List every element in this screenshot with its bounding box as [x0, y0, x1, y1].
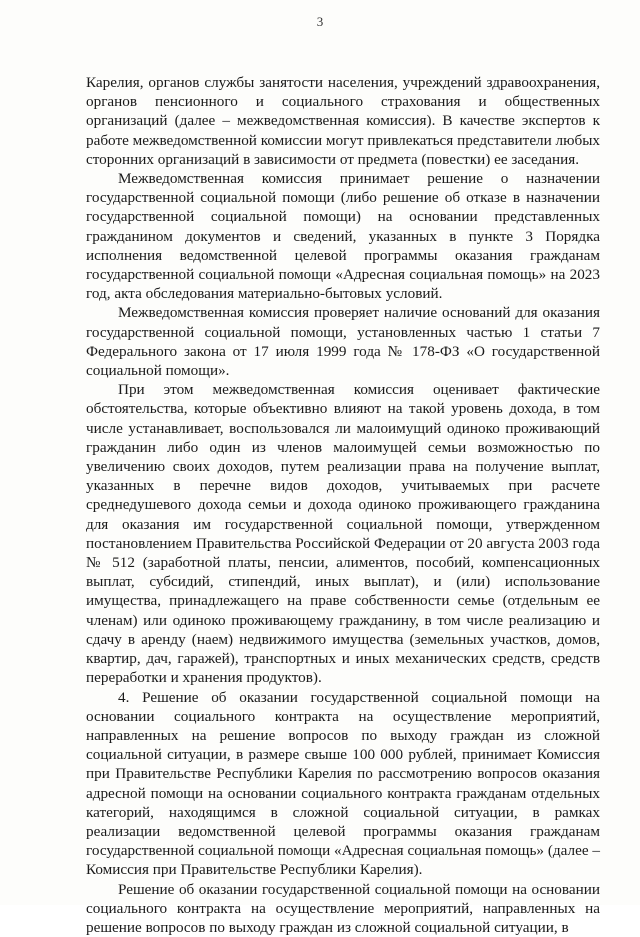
paragraph: Межведомственная комиссия принимает решение о назначении государственной социальной помощи (либо решение об отказе в назначении государственной социальной помощи) на основании представленных гражданином документов и сведений, указанных в пункте 3 Порядка исполнения ведомственной целевой программы оказания гражданам государственной социальной помощи «Адресная социальная помощь» на 2023 год, акта обследования материально-бытовых условий.	[86, 170, 600, 303]
paragraph: Карелия, органов службы занятости населения, учреждений здравоохранения, органов пенсионного и социального страхования и общественных организаций (далее – межведомственная комиссия). В качестве экспертов к работе межведомственной комиссии могут привлекаться представители любых сторонних организаций в зависимости от предмета (повестки) ее заседания.	[86, 74, 601, 168]
paragraph: При этом межведомственная комиссия оценивает фактические обстоятельства, которые объективно влияют на такой уровень дохода, в том числе устанавливает, воспользовался ли малоимущий одиноко проживающий гражданин либо один из членов малоимущей семьи возможностью по увеличению своих доходов, путем реализации права на получение выплат, указанных в перечне видов доходов, учитываемых при расчете среднедушевого дохода семьи и дохода одиноко проживающего гражданина для оказания им государственной социальной помощи, утвержденном постановлением Правительства Российской Федерации от 20 августа 2003 года № 512 (заработной платы, пенсии, алиментов, пособий, компенсационных выплат, субсидий, стипендий, иных выплат), и (или) использование имущества, принадлежащего на праве собственности семье (отдельным ее членам) или одиноко проживающему гражданину, в том числе реализацию и сдачу в аренду (наем) недвижимого имущества (земельных участков, домов, квартир, дач, гаражей), транспортных и иных механических средств, средств переработки и хранения продуктов).	[86, 381, 600, 687]
document-body	[86, 73, 600, 937]
paragraph: 4. Решение об оказании государственной социальной помощи на основании социального контракта на осуществление мероприятий, направленных на решение вопросов по выходу граждан из сложной социальной ситуации, в размере свыше 100 000 рублей, принимает Комиссия при Правительстве Республики Карелия по рассмотрению вопросов оказания адресной помощи на основании социального контракта гражданам отдельных категорий, находящимся в сложной социальной ситуации, в рамках реализации ведомственной целевой программы оказания гражданам государственной социальной помощи «Адресная социальная помощь» (далее – Комиссия при Правительстве Республики Карелия).	[86, 688, 600, 879]
page-number: 3	[316, 14, 324, 29]
paragraph: Решение об оказании государственной социальной помощи на основании социального контракта на осуществление мероприятий, направленных на решение вопросов по выходу граждан из сложной социальной ситуации, в	[86, 880, 600, 936]
paragraph: Межведомственная комиссия проверяет наличие оснований для оказания государственной социальной помощи, установленных частью 1 статьи 7 Федерального закона от 17 июля 1999 года № 178-ФЗ «О государственной социальной помощи».	[86, 304, 600, 380]
